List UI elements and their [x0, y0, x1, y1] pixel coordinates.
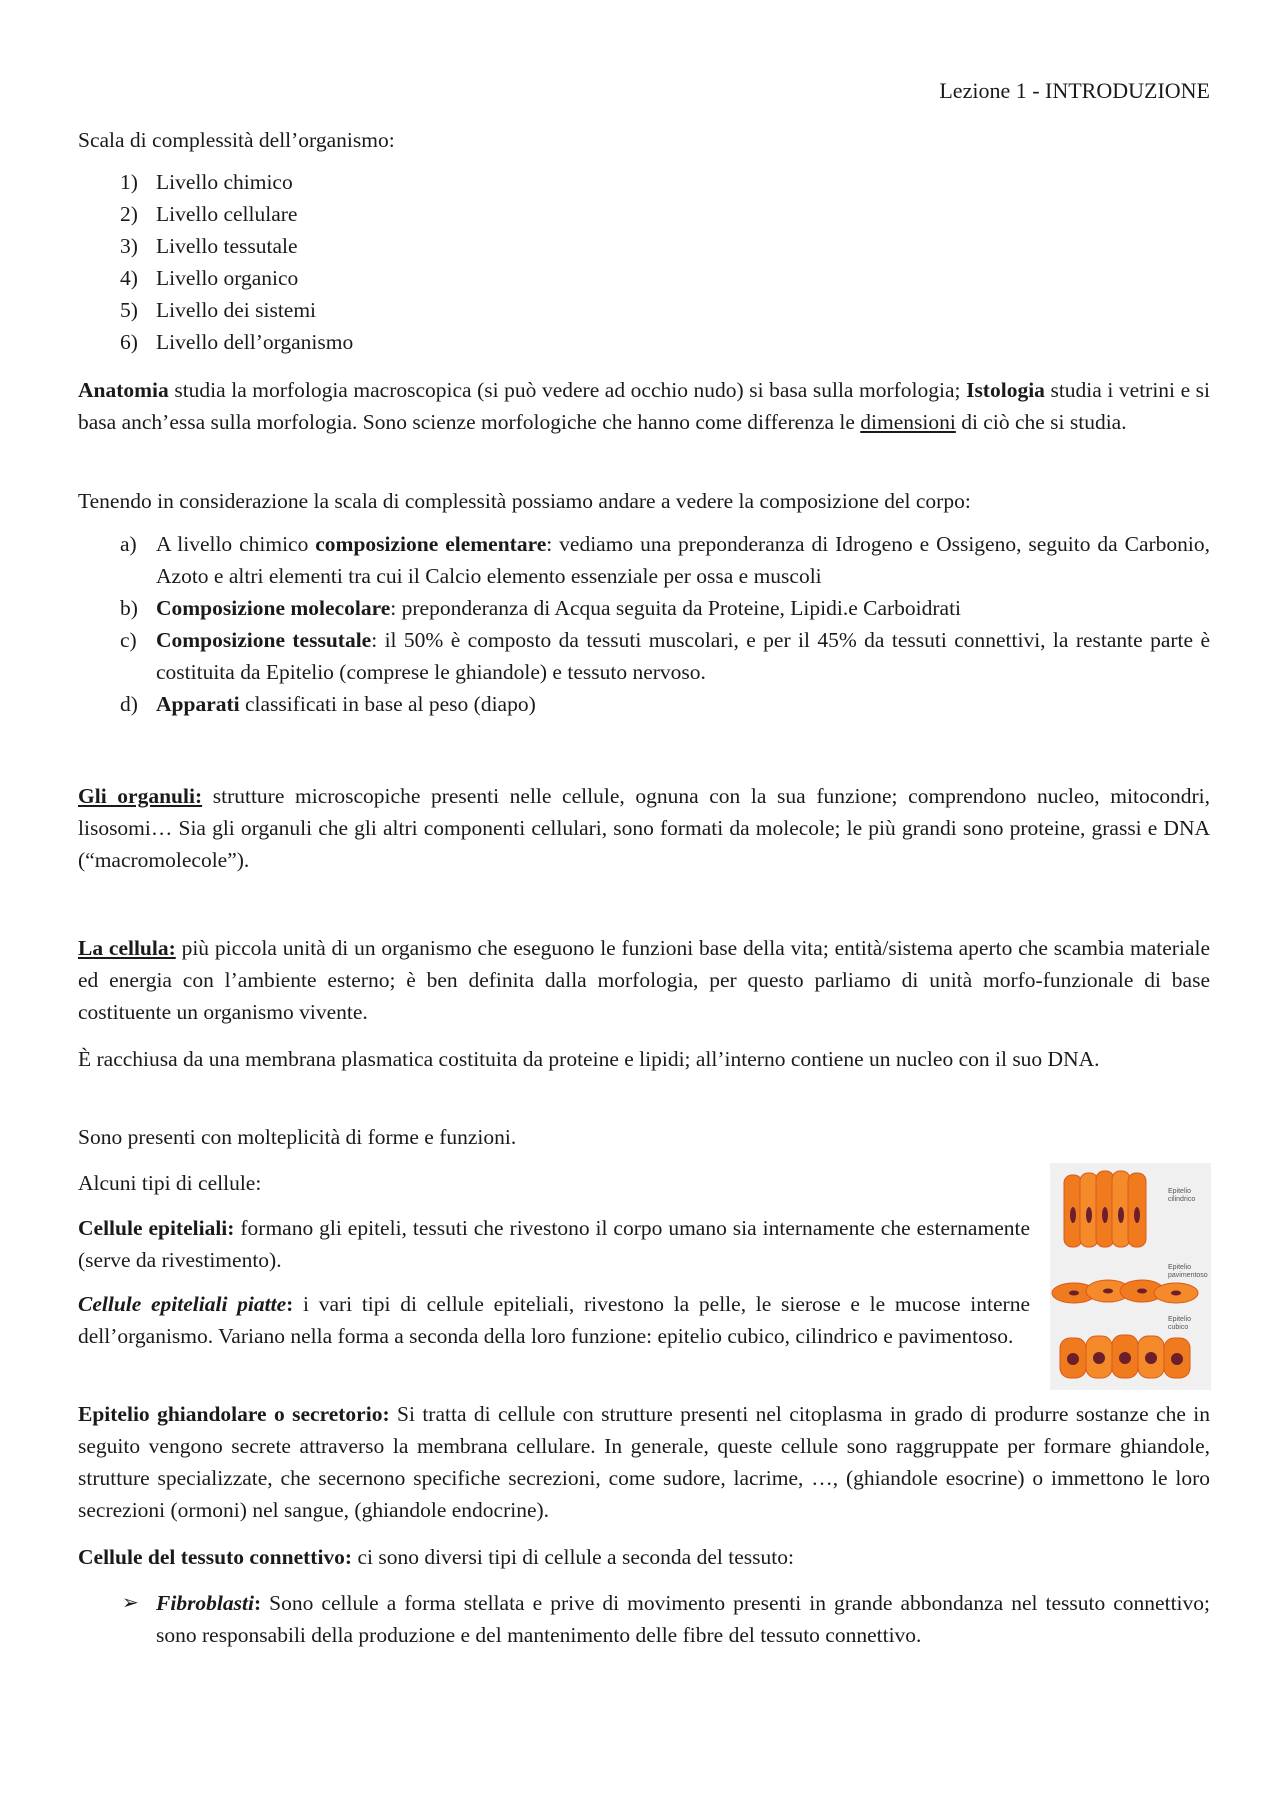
organuli-paragraph: Gli organuli: strutture microscopiche presenti nelle cellule, ognuna con la sua funzione; comprendono nucleo, mitocondri, lisosomi… Sia gli organuli che gli altri componenti cellulari, sono formati da molecole; le più grandi sono proteine, grassi e DNA (“macromolecole”). [78, 784, 1211, 872]
epithelium-illustration [1050, 1163, 1211, 1390]
svg-text:cubico: cubico [1168, 1324, 1189, 1331]
connettivo-list [78, 1587, 1210, 1651]
list-item: 2) Livello cellulare [120, 202, 298, 226]
piatte-paragraph: Cellule epiteliali piatte: i vari tipi di cellule epiteliali, rivestono la pelle, le sierose e le mucose interne dell’organismo. Variano nella forma a seconda della loro funzione: epitelio cubico, cilindrico e pavimentoso. [78, 1292, 1030, 1348]
list-item: d) Apparati classificati in base al peso (diapo) [120, 692, 536, 716]
list-item: 4) Livello organico [120, 266, 299, 290]
forme-paragraph: Sono presenti con molteplicità di forme e funzioni. [78, 1125, 517, 1149]
scale-intro: Scala di complessità dell’organismo: [78, 128, 395, 152]
tipi-intro: Alcuni tipi di cellule: [78, 1171, 262, 1195]
page-header: Lezione 1 - INTRODUZIONE [939, 78, 1210, 103]
list-item: 1) Livello chimico [120, 170, 293, 194]
svg-text:pavimentoso: pavimentoso [1168, 1272, 1208, 1279]
list-item: 6) Livello dell’organismo [120, 330, 354, 354]
epithelium-svg [1050, 1163, 1211, 1390]
arrow-bullet-icon: ➢ [122, 1592, 139, 1614]
list-item: 5) Livello dei sistemi [120, 298, 317, 322]
list-item: ➢ Fibroblasti: Sono cellule a forma stellata e prive di movimento presenti in grande abbondanza nel tessuto connettivo; sono responsabili della produzione e del mantenimento delle fibre del tessuto connettivo. [78, 1587, 1210, 1651]
anatomia-paragraph: Anatomia studia la morfologia macroscopica (si può vedere ad occhio nudo) si basa sulla morfologia; Istologia studia i vetrini e si basa anch’essa sulla morfologia. Sono scienze morfologiche che hanno come differenza le dimensioni di ciò che si studia. [78, 378, 1211, 434]
label-cubico: Epitelio [1168, 1316, 1191, 1323]
list-item: a) A livello chimico composizione elementare: vediamo una preponderanza di Idrogeno e Ossigeno, seguito da Carbonio, Azoto e altri elementi tra cui il Calcio elemento essenziale per ossa e muscoli [120, 532, 1210, 588]
epiteliali-paragraph: Cellule epiteliali: formano gli epiteli, tessuti che rivestono il corpo umano sia internamente che esternamente (serve da rivestimento). [78, 1216, 1031, 1272]
ghiandolare-paragraph: Epitelio ghiandolare o secretorio: Si tratta di cellule con strutture presenti nel citoplasma in grado di produrre sostanze che in seguito vengono secrete attraverso la membrana cellulare. In generale, queste cellule sono raggruppate per formare ghiandole, strutture specializzate, che secernono specifiche secrezioni, come sudore, lacrime, …, (ghiandole esocrine) o immettono le loro secrezioni (ormoni) nel sangue, (ghiandole endocrine). [78, 1402, 1211, 1522]
list-item: b) Composizione molecolare: preponderanza di Acqua seguita da Proteine, Lipidi.e Carboidrati [120, 596, 962, 620]
cellula-paragraph: La cellula: più piccola unità di un organismo che eseguono le funzioni base della vita; entità/sistema aperto che scambia materiale ed energia con l’ambiente esterno; è ben definita dalla morfologia, per questo parliamo di unità morfo-funzionale di base costituente un organismo vivente. [78, 936, 1211, 1024]
label-cilindrico: Epitelio [1168, 1188, 1191, 1195]
list-item: 3) Livello tessutale [120, 234, 298, 258]
scale-list [78, 166, 1210, 358]
connettivo-paragraph: Cellule del tessuto connettivo: ci sono diversi tipi di cellule a seconda del tessuto: [78, 1545, 794, 1569]
cylindrical-cells [1064, 1171, 1146, 1247]
label-pavimentoso: Epitelio [1168, 1264, 1191, 1271]
cuboidal-cells [1060, 1335, 1190, 1378]
composition-list [78, 528, 1210, 720]
svg-text:cilindrico: cilindrico [1168, 1196, 1196, 1203]
list-item: c) Composizione tessutale: il 50% è composto da tessuti muscolari, e per il 45% da tessuti connettivi, la restante parte è costituita da Epitelio (comprese le ghiandole) e tessuto nervoso. [120, 628, 1210, 684]
composition-intro: Tenendo in considerazione la scala di complessità possiamo andare a vedere la composizione del corpo: [78, 489, 971, 513]
membrana-paragraph: È racchiusa da una membrana plasmatica costituita da proteine e lipidi; all’interno contiene un nucleo con il suo DNA. [78, 1047, 1100, 1071]
